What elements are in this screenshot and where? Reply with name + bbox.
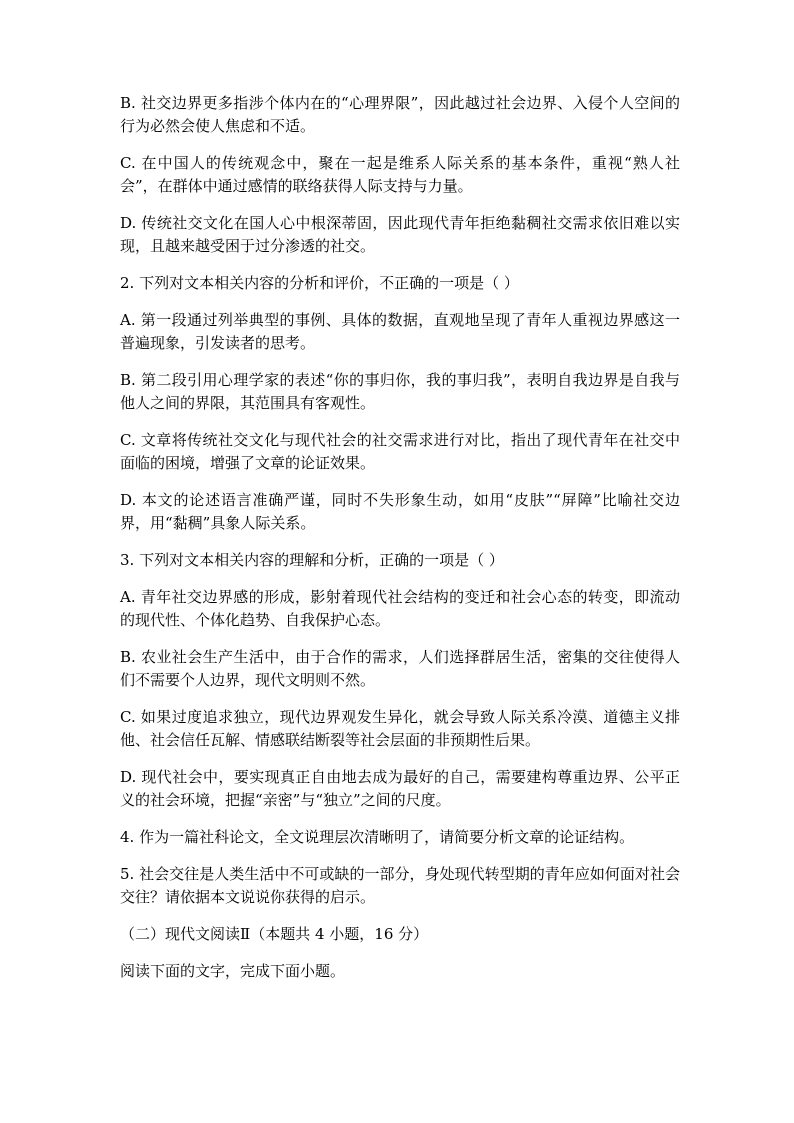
option-3b: B. 农业社会生产生活中，由于合作的需求，人们选择群居生活，密集的交往使得人们不需要个人边界，现代文明则不然。 xyxy=(120,648,680,689)
option-2c: C. 文章将传统社交文化与现代社会的社交需求进行对比，指出了现代青年在社交中面临的困境，增强了文章的论证效果。 xyxy=(120,431,680,472)
option-1d: D. 传统社交文化在国人心中根深蒂固，因此现代青年拒绝黏稠社交需求依旧难以实现，且越来越受困于过分渗透的社交。 xyxy=(120,214,680,255)
question-3: 3. 下列对文本相关内容的理解和分析，正确的一项是（ ） xyxy=(120,551,504,569)
option-1c: C. 在中国人的传统观念中，聚在一起是维系人际关系的基本条件，重视“熟人社会”，在群体中通过感情的联络获得人际支持与力量。 xyxy=(120,154,680,195)
document-page xyxy=(120,92,680,997)
option-2b: B. 第二段引用心理学家的表述“你的事归你，我的事归我”，表明自我边界是自我与他人之间的界限，其范围具有客观性。 xyxy=(120,371,680,412)
option-1b: B. 社交边界更多指涉个体内在的“心理界限”，因此越过社会边界、入侵个人空间的行为必然会使人焦虑和不适。 xyxy=(120,94,680,135)
question-4: 4. 作为一篇社科论文，全文说理层次清晰明了，请简要分析文章的论证结构。 xyxy=(120,828,635,846)
question-2: 2. 下列对文本相关内容的分析和评价，不正确的一项是（ ） xyxy=(120,274,519,292)
section-heading: （二）现代文阅读Ⅱ（本题共 4 小题，16 分） xyxy=(120,925,429,943)
option-2a: A. 第一段通过列举典型的事例、具体的数据，直观地呈现了青年人重视边界感这一普遍现象，引发读者的思考。 xyxy=(120,311,680,352)
option-3a: A. 青年社交边界感的形成，影射着现代社会结构的变迁和社会心态的转变，即流动的现代性、个体化趋势、自我保护心态。 xyxy=(120,588,680,629)
question-5: 5. 社会交往是人类生活中不可或缺的一部分，身处现代转型期的青年应如何面对社会交往？请依据本文说说你获得的启示。 xyxy=(120,865,680,906)
option-3d: D. 现代社会中，要实现真正自由地去成为最好的自己，需要建构尊重边界、公平正义的社会环境，把握“亲密”与“独立”之间的尺度。 xyxy=(120,768,680,809)
reading-instruction: 阅读下面的文字，完成下面小题。 xyxy=(120,962,346,980)
option-3c: C. 如果过度追求独立，现代边界观发生异化，就会导致人际关系冷漠、道德主义排他、社会信任瓦解、情感联结断裂等社会层面的非预期性后果。 xyxy=(120,708,680,749)
option-2d: D. 本文的论述语言准确严谨，同时不失形象生动，如用“皮肤”“屏障”比喻社交边界，用“黏稠”具象人际关系。 xyxy=(120,491,680,532)
